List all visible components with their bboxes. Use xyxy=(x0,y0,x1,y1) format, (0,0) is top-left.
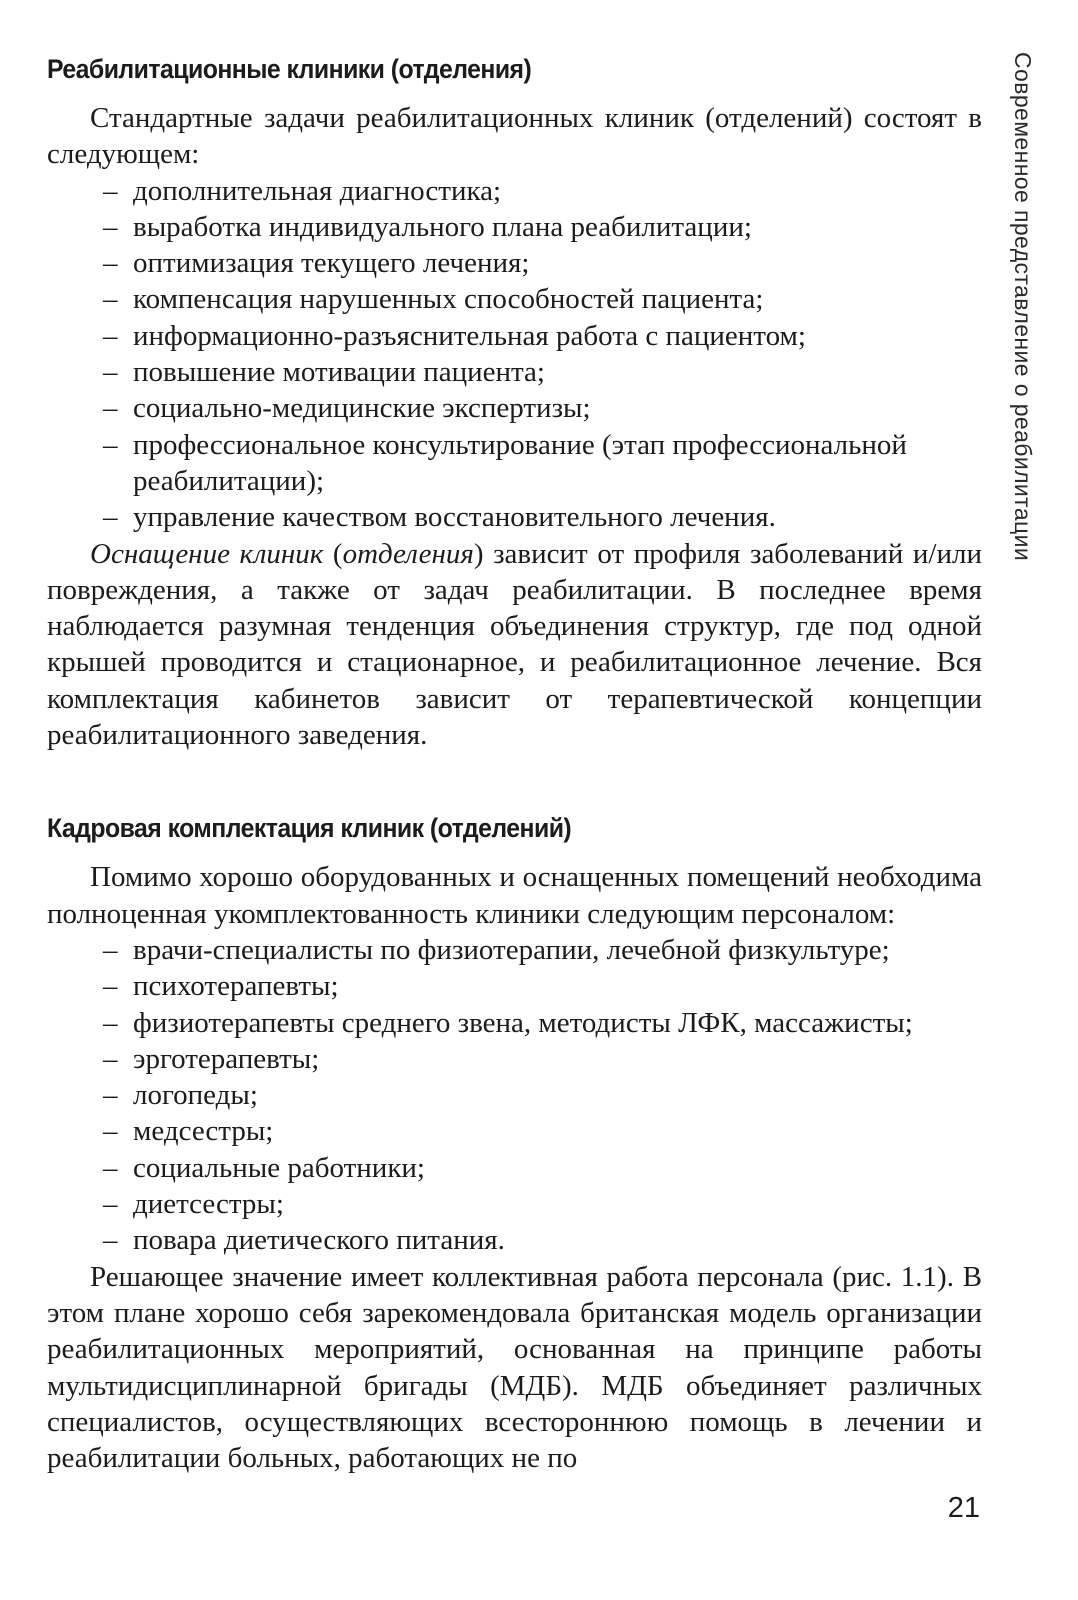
list-item xyxy=(47,318,982,354)
list-item xyxy=(47,1077,982,1113)
list-item-text: повара диетического питания. xyxy=(133,1224,505,1257)
staff-list xyxy=(47,932,982,1259)
list-item xyxy=(47,245,982,281)
list-item-text: диетсестры; xyxy=(133,1188,284,1221)
list-item xyxy=(47,1186,982,1222)
paragraph-equipment-rest: ) зависит от профиля заболеваний и/или повреждения, а также от задач реабилитации. В последнее время наблюдается разумная тенденция объединения структур, где под одной крышей проводится и стационарное, и реабилитационное лечение. Вся комплектация кабинетов зависит от терапевтической концепции реабилитационного заведения. xyxy=(47,537,982,752)
list-item xyxy=(47,427,982,500)
section-heading-rehab-clinics: Реабилитационные клиники (отделения) xyxy=(47,54,532,84)
list-dash: – xyxy=(103,428,118,461)
list-item xyxy=(47,1222,982,1258)
list-item-text: информационно-разъяснительная работа с пациентом; xyxy=(133,319,806,352)
list-dash: – xyxy=(103,210,118,243)
list-dash: – xyxy=(103,1115,118,1148)
list-item-text: профессиональное консультирование (этап профессиональной реабилитации); xyxy=(133,428,907,497)
list-dash: – xyxy=(103,501,118,534)
list-dash: – xyxy=(103,1151,118,1184)
page-number: 21 xyxy=(947,1492,980,1524)
list-dash: – xyxy=(103,356,118,389)
list-item-text: выработка индивидуального плана реабилитации; xyxy=(133,210,752,243)
list-item-text: оптимизация текущего лечения; xyxy=(133,247,530,280)
running-side-title: Современное представление о реабилитации xyxy=(1010,52,1036,562)
list-item xyxy=(47,281,982,317)
list-dash: – xyxy=(103,283,118,316)
list-item xyxy=(47,354,982,390)
list-item xyxy=(47,1113,982,1149)
list-item xyxy=(47,499,982,535)
list-dash: – xyxy=(103,247,118,280)
list-item xyxy=(47,968,982,1004)
list-dash: – xyxy=(103,970,118,1003)
list-item xyxy=(47,390,982,426)
page-text-column xyxy=(47,52,982,1476)
paragraph-staffing-intro: Помимо хорошо оборудованных и оснащенных помещений необходима полноценная укомплектованность клиники следующим персоналом: xyxy=(47,861,982,930)
list-item-text: социальные работники; xyxy=(133,1151,425,1184)
list-dash: – xyxy=(103,1042,118,1075)
list-item-text: врачи-специалисты по физиотерапии, лечебной физкультуре; xyxy=(133,933,890,966)
list-item-text: дополнительная диагностика; xyxy=(133,174,502,207)
list-dash: – xyxy=(103,933,118,966)
paragraph-clinic-equipment xyxy=(47,536,982,754)
list-dash: – xyxy=(103,1224,118,1257)
rehab-tasks-list xyxy=(47,173,982,536)
list-dash: – xyxy=(103,392,118,425)
list-item xyxy=(47,209,982,245)
list-item-text: физиотерапевты среднего звена, методисты ЛФК, массажисты; xyxy=(133,1006,913,1039)
list-item-text: эрготерапевты; xyxy=(133,1042,320,1075)
term-equipment: Оснащение клиник xyxy=(90,537,324,570)
list-dash: – xyxy=(103,1188,118,1221)
list-item xyxy=(47,1150,982,1186)
paren-open: ( xyxy=(323,537,343,570)
paragraph-teamwork: Решающее значение имеет коллективная работа персонала (рис. 1.1). В этом плане хорошо себя зарекомендовала британская модель организации реабилитационных мероприятий, основанная на принципе работы мультидисциплинарной бригады (МДБ). МДБ объединяет различных специалистов, осуществляющих всестороннюю помощь в лечении и реабилитации больных, работающих не по xyxy=(47,1260,982,1475)
list-item xyxy=(47,1005,982,1041)
list-item-text: социально-медицинские экспертизы; xyxy=(133,392,591,425)
list-item-text: психотерапевты; xyxy=(133,970,339,1003)
list-item xyxy=(47,173,982,209)
list-dash: – xyxy=(103,1006,118,1039)
list-dash: – xyxy=(103,1079,118,1112)
list-item xyxy=(47,1041,982,1077)
list-item-text: повышение мотивации пациента; xyxy=(133,356,545,389)
list-item-text: логопеды; xyxy=(133,1079,258,1112)
list-item-text: компенсация нарушенных способностей пациента; xyxy=(133,283,764,316)
list-dash: – xyxy=(103,319,118,352)
list-item-text: управление качеством восстановительного лечения. xyxy=(133,501,776,534)
term-department: отделения xyxy=(342,537,474,570)
list-dash: – xyxy=(103,174,118,207)
paragraph-rehab-tasks-intro: Стандартные задачи реабилитационных клиник (отделений) состоят в следующем: xyxy=(47,102,982,171)
list-item-text: медсестры; xyxy=(133,1115,274,1148)
section-heading-staffing: Кадровая комплектация клиник (отделений) xyxy=(47,813,572,844)
list-item xyxy=(47,932,982,968)
